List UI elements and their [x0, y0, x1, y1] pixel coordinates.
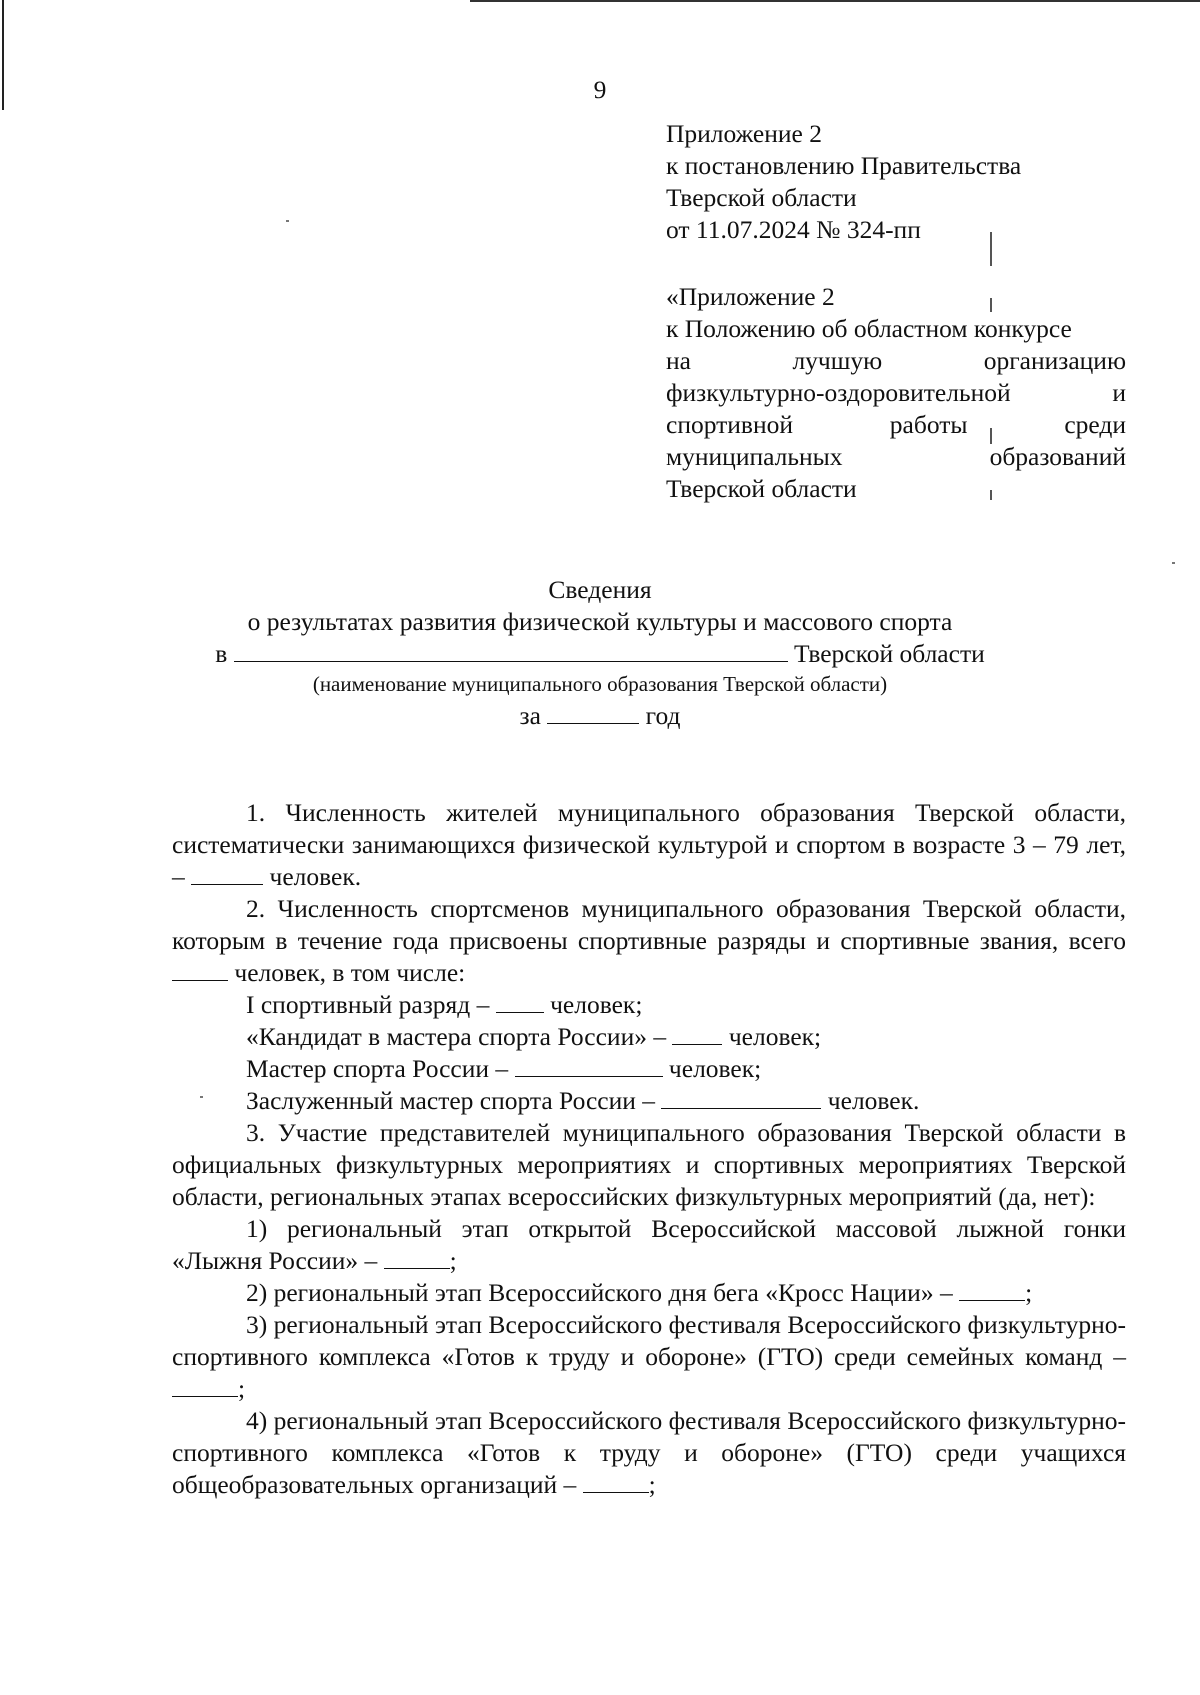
appendix-line: к Положению об областном конкурсе — [666, 314, 1072, 343]
rank-item-label: Заслуженный мастер спорта России – — [246, 1086, 656, 1115]
section-2-text: 2. Численность спортсменов муниципального образования Тверской области, которым в течение года присвоены спортивные разряды и спортивные звания, всего — [172, 894, 1126, 955]
appendix-line — [666, 409, 1126, 441]
rank-item — [172, 1085, 1126, 1117]
event-item-end: ; — [449, 1246, 457, 1275]
appendix-line: «Приложение 2 — [666, 282, 835, 311]
appendix-line — [666, 377, 1126, 409]
athletes-total-blank — [172, 958, 228, 981]
approval-line: Тверской области — [666, 183, 857, 212]
section-2 — [172, 893, 1126, 989]
event-item — [172, 1213, 1126, 1277]
rank-item-label: I спортивный разряд – — [246, 990, 490, 1019]
rank-item-unit: человек; — [550, 990, 643, 1019]
scan-top-line — [470, 0, 1200, 2]
year-suffix: год — [645, 701, 681, 730]
appendix-word: спортивной — [666, 410, 794, 439]
rank-count-blank — [672, 1022, 722, 1045]
event-item-end: ; — [1025, 1278, 1033, 1307]
appendix-word: лучшую — [792, 346, 883, 375]
appendix-word: на — [666, 346, 691, 375]
appendix-line — [666, 345, 1126, 377]
event-item-end: ; — [238, 1374, 246, 1403]
event-item — [172, 1309, 1126, 1405]
appendix-word: среди — [1064, 410, 1126, 439]
year-prefix: за — [519, 701, 541, 730]
approval-line: Приложение 2 — [666, 119, 822, 148]
document-subtitle: о результатах развития физической культуры и массового спорта — [247, 607, 953, 636]
rank-count-blank — [661, 1086, 821, 1109]
appendix-word: физкультурно-оздоровительной — [666, 378, 1011, 407]
scan-speck — [1172, 562, 1175, 564]
appendix-word: образований — [989, 442, 1126, 471]
year-blank — [547, 701, 639, 724]
document-title: Сведения — [548, 575, 652, 604]
approval-line: от 11.07.2024 № 324-пп — [666, 215, 921, 244]
rank-item-unit: человек; — [728, 1022, 822, 1051]
section-2-unit: человек, в том числе: — [234, 958, 466, 987]
section-1-text: 1. Численность жителей муниципального образования Тверской области, систематически занимающихся физической культурой и спортом в возрасте 3 – 79 лет, – — [172, 798, 1126, 891]
page-number: 9 — [593, 75, 607, 104]
approval-block — [666, 118, 1126, 246]
section-1-unit: человек. — [269, 862, 362, 891]
municipality-suffix: Тверской области — [794, 639, 985, 668]
event-item-end: ; — [648, 1470, 656, 1499]
event-item-text: 4) региональный этап Всероссийского фестиваля Всероссийского физкультурно-спортивного комплекса «Готов к труду и обороне» (ГТО) среди учащихся общеобразовательных организаций – — [172, 1406, 1126, 1499]
appendix-line: Тверской области — [666, 474, 857, 503]
rank-count-blank — [515, 1054, 663, 1077]
event-item-text: 3) региональный этап Всероссийского фестиваля Всероссийского физкультурно-спортивного комплекса «Готов к труду и обороне» (ГТО) среди семейных команд – — [172, 1310, 1126, 1371]
event-answer-blank — [959, 1278, 1025, 1301]
municipality-prefix: в — [215, 639, 228, 668]
appendix-word: работы — [889, 410, 968, 439]
rank-count-blank — [496, 990, 544, 1013]
rank-item-label: Мастер спорта России – — [246, 1054, 509, 1083]
event-answer-blank — [172, 1374, 238, 1397]
appendix-block — [666, 281, 1126, 505]
event-answer-blank — [583, 1470, 649, 1493]
municipality-name-blank — [234, 639, 788, 662]
residents-count-blank — [191, 862, 263, 885]
report-body — [172, 797, 1126, 1501]
appendix-line — [666, 441, 1126, 473]
municipality-line — [0, 638, 1200, 670]
rank-item — [172, 1053, 1126, 1085]
event-answer-blank — [384, 1246, 450, 1269]
appendix-word: муниципальных — [666, 442, 843, 471]
section-1 — [172, 797, 1126, 893]
event-item-text: 2) региональный этап Всероссийского дня бега «Кросс Нации» – — [246, 1278, 953, 1307]
event-item-text: 1) региональный этап открытой Всероссийской массовой лыжной гонки «Лыжня России» – — [172, 1214, 1126, 1275]
rank-item — [172, 989, 1126, 1021]
approval-line: к постановлению Правительства — [666, 151, 1022, 180]
section-3: 3. Участие представителей муниципального образования Тверской области в официальных физкультурных мероприятиях и спортивных мероприятиях Тверской области, региональных этапах всероссийских физкультурных мероприятий (да, нет): — [172, 1118, 1126, 1211]
scan-speck — [286, 220, 289, 222]
event-item — [172, 1405, 1126, 1501]
rank-item-unit: человек; — [668, 1054, 762, 1083]
municipality-caption: (наименование муниципального образования Тверской области) — [312, 672, 888, 696]
rank-item-unit: человек. — [827, 1086, 920, 1115]
event-item — [172, 1277, 1126, 1309]
rank-item-label: «Кандидат в мастера спорта России» – — [246, 1022, 667, 1051]
rank-item — [172, 1021, 1126, 1053]
appendix-word: и — [1112, 378, 1126, 407]
year-line — [0, 700, 1200, 732]
appendix-word: организацию — [983, 346, 1126, 375]
